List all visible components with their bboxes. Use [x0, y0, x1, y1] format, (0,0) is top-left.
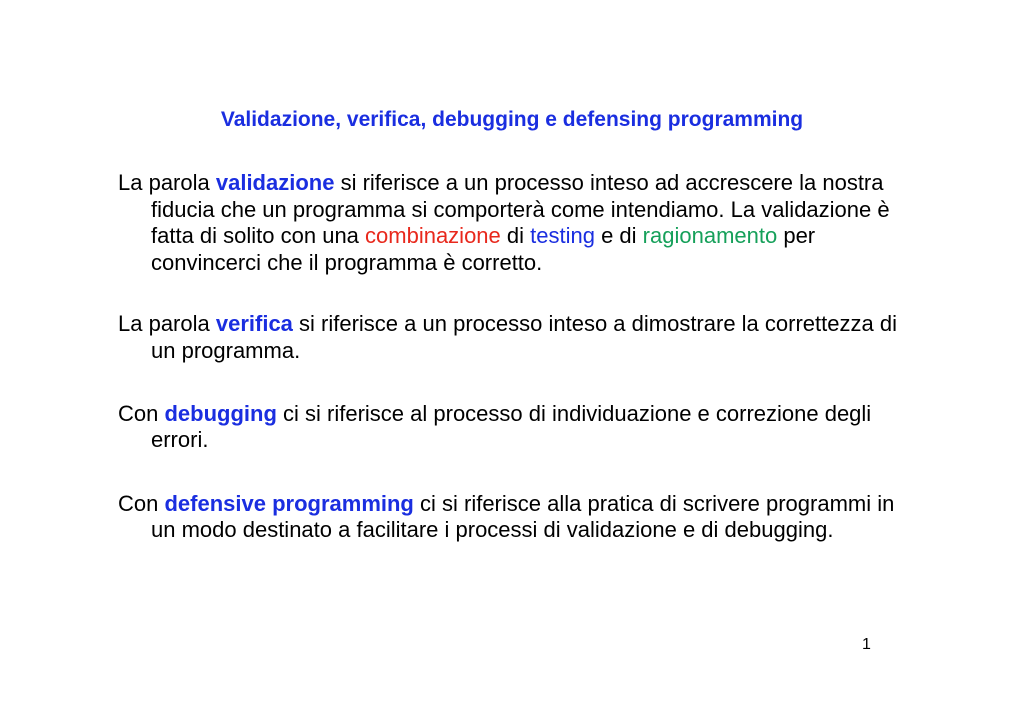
paragraph-text: e di: [594, 223, 643, 249]
keyword-defensive-programming: defensive programming: [164, 490, 414, 516]
paragraph-text: di: [500, 223, 531, 249]
paragraph-text: si riferisce a un processo inteso a dimostrare la correttezza di un programma.: [151, 311, 897, 363]
keyword-validazione: validazione: [215, 170, 335, 195]
paragraph-text: ci si riferisce al processo di individuazione e correzione degli errori.: [151, 400, 872, 453]
paragraph-intro: Con: [118, 490, 165, 516]
paragraph-text: ci si riferisce alla pratica di scrivere programmi in un modo destinato a facilitare i processi di validazione e di debugging.: [151, 490, 895, 543]
paragraph-intro: Con: [118, 400, 165, 426]
paragraph-text: per convincerci che il programma è corretto.: [151, 223, 816, 275]
paragraph-verifica: [118, 311, 898, 364]
term-testing: testing: [530, 223, 595, 249]
paragraph-debugging: [118, 401, 898, 454]
paragraph-text: si riferisce a un processo inteso ad accrescere la nostra fiducia che un programma si comporterà come intendiamo. La validazione è fatta di solito con una: [151, 170, 890, 249]
page-number: 1: [862, 636, 871, 653]
keyword-verifica: verifica: [215, 311, 293, 337]
paragraph-intro: La parola: [118, 170, 216, 195]
slide-body: [118, 170, 898, 544]
page-title: Validazione, verifica, debugging e defensing programming: [220, 108, 804, 131]
keyword-debugging: debugging: [164, 400, 277, 426]
paragraph-defensive-programming: [118, 491, 898, 544]
term-combinazione: combinazione: [365, 223, 501, 249]
term-ragionamento: ragionamento: [642, 223, 778, 249]
paragraph-intro: La parola: [118, 311, 216, 337]
paragraph-validazione: [118, 170, 898, 276]
